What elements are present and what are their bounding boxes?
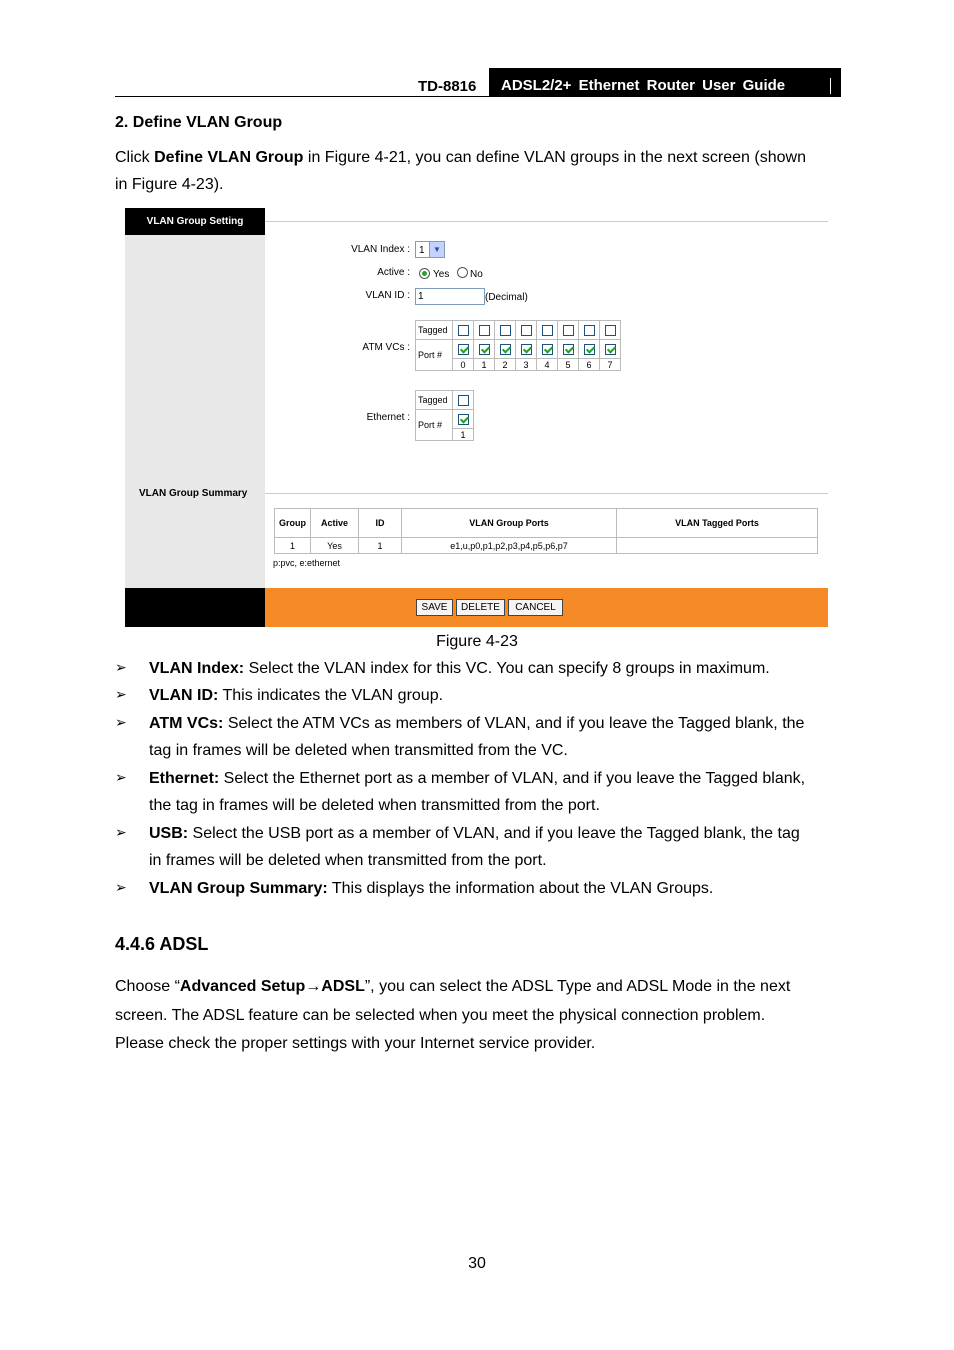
table-row: [275, 538, 818, 554]
ethernet-label: Ethernet :: [366, 412, 410, 423]
atm-port-checkbox[interactable]: [458, 344, 469, 355]
summary-cell: [617, 538, 818, 554]
atm-port-number: 7: [600, 359, 621, 371]
header-title: [489, 68, 841, 97]
vlan-id-label: VLAN ID :: [365, 290, 410, 301]
section-heading: 2. Define VLAN Group: [115, 114, 283, 131]
bullet-arrow-icon: ➢: [115, 659, 127, 675]
sidebar: [125, 208, 265, 588]
bullet-arrow-icon: ➢: [115, 769, 127, 785]
bullet-arrow-icon: ➢: [115, 686, 127, 702]
summary-header: VLAN Group Ports: [402, 509, 617, 538]
eth-tagged-checkbox[interactable]: [458, 395, 469, 406]
atm-port-label: Port #: [416, 340, 453, 371]
adsl-heading: 4.4.6 ADSL: [115, 934, 209, 954]
atm-port-number: 6: [579, 359, 600, 371]
atm-port-checkbox[interactable]: [542, 344, 553, 355]
atm-port-checkbox[interactable]: [479, 344, 490, 355]
bullet-arrow-icon: ➢: [115, 824, 127, 840]
ethernet-grid: [415, 390, 474, 441]
summary-cell: Yes: [311, 538, 359, 554]
eth-port-checkbox[interactable]: [458, 414, 469, 425]
active-label: Active :: [377, 267, 410, 278]
bullet-ethernet: Ethernet: Select the Ethernet port as a member of VLAN, and if you leave the Tagged blank, the tag in frames will be deleted when transmitted from the port.: [149, 770, 806, 814]
header-rule: [115, 96, 841, 97]
atm-tagged-checkbox[interactable]: [563, 325, 574, 336]
vlan-index-select[interactable]: 1 ▼: [415, 241, 445, 258]
atm-port-checkbox[interactable]: [521, 344, 532, 355]
figure-caption: Figure 4-23: [436, 633, 518, 650]
atm-vcs-grid: [415, 320, 621, 371]
cancel-button[interactable]: CANCEL: [508, 599, 563, 616]
vlan-group-figure: [125, 208, 828, 627]
summary-header: Group: [275, 509, 311, 538]
summary-header: Active: [311, 509, 359, 538]
delete-button[interactable]: DELETE: [456, 599, 505, 616]
bullet-vlan-index: VLAN Index: Select the VLAN index for this VC. You can specify 8 groups in maximum.: [149, 660, 770, 677]
atm-tagged-checkbox[interactable]: [458, 325, 469, 336]
bullet-atm-vcs: ATM VCs: Select the ATM VCs as members of VLAN, and if you leave the Tagged blank, the tag in frames will be deleted when transmitted from the VC.: [149, 715, 805, 759]
atm-tagged-label: Tagged: [416, 321, 453, 340]
summary-header: VLAN Tagged Ports: [617, 509, 818, 538]
eth-tagged-label: Tagged: [416, 391, 453, 410]
active-no-radio[interactable]: [457, 267, 468, 278]
atm-port-checkbox[interactable]: [500, 344, 511, 355]
atm-vcs-label: ATM VCs :: [362, 342, 410, 353]
eth-port-label: Port #: [416, 410, 453, 441]
chevron-down-icon: ▼: [429, 242, 444, 257]
vlan-summary-table: [274, 508, 818, 554]
header-model: TD-8816: [418, 78, 477, 95]
atm-port-number: 1: [474, 359, 495, 371]
sidebar-summary-label: VLAN Group Summary: [139, 488, 248, 499]
vlan-id-hint: (Decimal): [485, 292, 528, 303]
atm-port-number: 0: [453, 359, 474, 371]
atm-port-number: 5: [558, 359, 579, 371]
atm-tagged-checkbox[interactable]: [521, 325, 532, 336]
eth-port-number: 1: [453, 429, 474, 441]
atm-tagged-checkbox[interactable]: [479, 325, 490, 336]
active-yes-radio[interactable]: [419, 268, 430, 279]
summary-cell: 1: [359, 538, 402, 554]
bullet-vlan-summary: VLAN Group Summary: This displays the information about the VLAN Groups.: [149, 880, 714, 897]
atm-tagged-checkbox[interactable]: [584, 325, 595, 336]
intro-paragraph: Click Define VLAN Group in Figure 4-21, you can define VLAN groups in the next screen (shown in Figure 4-23).: [115, 149, 806, 193]
bullet-usb: USB: Select the USB port as a member of VLAN, and if you leave the Tagged blank, the tag in frames will be deleted when transmitted from the port.: [149, 825, 800, 869]
atm-port-number: 4: [537, 359, 558, 371]
save-button[interactable]: SAVE: [416, 599, 453, 616]
atm-port-number: 2: [495, 359, 516, 371]
atm-tagged-checkbox[interactable]: [500, 325, 511, 336]
bullet-arrow-icon: ➢: [115, 714, 127, 730]
page-number: 30: [468, 1255, 486, 1272]
atm-tagged-checkbox[interactable]: [605, 325, 616, 336]
summary-legend: p:pvc, e:ethernet: [273, 558, 341, 568]
summary-cell: 1: [275, 538, 311, 554]
summary-header: ID: [359, 509, 402, 538]
vlan-index-label: VLAN Index :: [351, 244, 410, 255]
atm-port-checkbox[interactable]: [584, 344, 595, 355]
atm-tagged-checkbox[interactable]: [542, 325, 553, 336]
vlan-id-input[interactable]: 1: [415, 288, 485, 305]
atm-port-checkbox[interactable]: [605, 344, 616, 355]
atm-port-checkbox[interactable]: [563, 344, 574, 355]
active-no-label: No: [470, 269, 483, 280]
active-yes-label: Yes: [433, 269, 450, 280]
header-title-text: ADSL2/2+ Ethernet Router User Guide: [501, 77, 786, 94]
bullet-arrow-icon: ➢: [115, 879, 127, 895]
summary-cell: e1,u,p0,p1,p2,p3,p4,p5,p6,p7: [402, 538, 617, 554]
adsl-paragraph: Choose “Advanced Setup→ADSL”, you can select the ADSL Type and ADSL Mode in the next screen. The ADSL feature can be selected when you meet the physical connection problem. Please check the proper settings with your Internet service provider.: [115, 978, 791, 1052]
atm-port-number: 3: [516, 359, 537, 371]
sidebar-title: VLAN Group Setting: [125, 208, 265, 235]
bullet-vlan-id: VLAN ID: This indicates the VLAN group.: [149, 687, 444, 704]
